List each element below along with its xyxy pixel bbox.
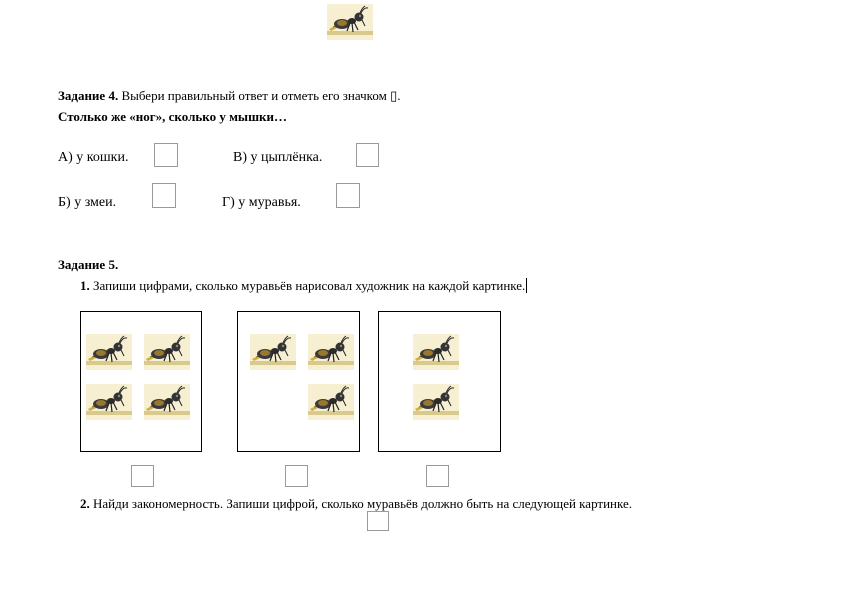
option-v-checkbox[interactable] (356, 143, 379, 167)
task5-item2 (80, 496, 632, 512)
ant-icon (308, 384, 354, 420)
answer-box-picture-3[interactable] (426, 465, 449, 487)
task4-question: Столько же «ног», сколько у мышки… (58, 109, 288, 124)
ant-icon (250, 334, 296, 370)
ant-picture-2 (237, 311, 360, 452)
answer-box-next-picture[interactable] (367, 511, 389, 531)
ant-icon (144, 334, 190, 370)
option-a-checkbox[interactable] (154, 143, 178, 167)
task4-heading-text: Выбери правильный ответ и отметь его значком (118, 88, 391, 103)
answer-box-picture-2[interactable] (285, 465, 308, 487)
option-g-checkbox[interactable] (336, 183, 360, 208)
task5-item2-number: 2. (80, 496, 90, 511)
option-a-label: А) у кошки. (58, 150, 129, 165)
ant-icon (308, 334, 354, 370)
ant-icon (413, 334, 459, 370)
option-v-label: В) у цыплёнка. (233, 150, 323, 165)
ant-icon (86, 334, 132, 370)
task5-item2-text: Найди закономерность. Запиши цифрой, сколько муравьёв должно быть на следующей картинке. (89, 496, 632, 511)
task5-item1-text: Запиши цифрами, сколько муравьёв нарисовал художник на каждой картинке. (89, 278, 526, 293)
option-b-label: Б) у змеи. (58, 195, 117, 210)
task5-item1-number: 1. (80, 278, 90, 293)
ant-picture-1 (80, 311, 202, 452)
option-b-checkbox[interactable] (152, 183, 176, 208)
task4-heading-end: . (397, 88, 401, 103)
checkmark-symbol-icon: ▯ (390, 88, 398, 103)
task5-heading: Задание 5. (58, 257, 119, 272)
option-g-label: Г) у муравья. (222, 195, 301, 210)
answer-box-picture-1[interactable] (131, 465, 154, 487)
text-cursor (526, 278, 527, 293)
task4-heading-label: Задание 4. (58, 88, 119, 103)
header-ant-icon (327, 4, 373, 40)
ant-picture-3 (378, 311, 501, 452)
task4-heading (58, 88, 400, 104)
task5-item1 (80, 278, 527, 294)
ant-icon (86, 384, 132, 420)
ant-icon (413, 384, 459, 420)
ant-icon (144, 384, 190, 420)
